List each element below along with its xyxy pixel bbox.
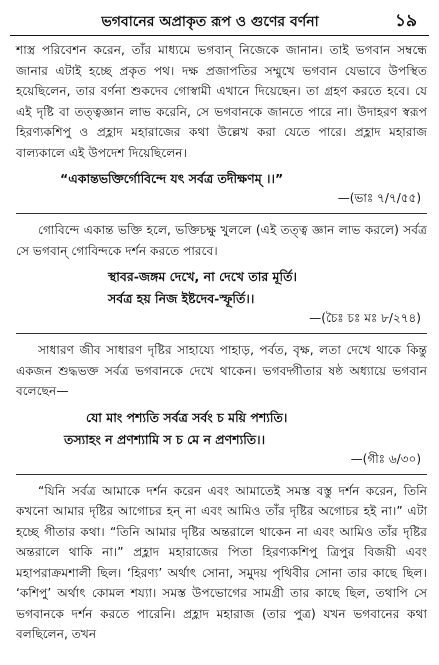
paragraph-3: সাধারণ জীব সাধারণ দৃষ্টির সাহায্যে পাহাড়, পর্বত, বৃক্ষ, লতা দেখে থাকে কিন্তু একজন শুদ্ধভক্ত সর্বত্র ভগবানকে দেখে থাকেন। ভগবদ্গীতার ষষ্ঠ অধ্যায়ে ভগবান বলেছেন—	[16, 343, 427, 398]
page-header-title: ভগবানের অপ্রাকৃত রূপ ও গুণের বর্ণনা	[101, 14, 319, 30]
section-divider-2	[16, 333, 427, 334]
verse-reference-2: —(চৈঃ চঃ মঃ ৮/২৭৪)	[309, 311, 421, 325]
verse-quote-3-line-1: যো মাং পশ্যতি সর্বত্র সর্বং চ ময়ি পশ্যতি।	[86, 409, 288, 425]
page-number: ১৯	[394, 11, 417, 31]
page-body	[16, 40, 427, 651]
paragraph-2: গোবিন্দে একান্ত ভক্তি হলে, ভক্তিচক্ষু খুললে (এই তত্ত্ব জ্ঞান লাভ করলে) সর্বত্র সে ভগবান্ গোবিন্দকে দর্শন করতে পারবে।	[16, 223, 427, 258]
section-divider-1	[16, 213, 427, 214]
verse-reference-1: —(ভাঃ ৭/৭/৫৫)	[337, 191, 421, 205]
verse-quote-2-line-2: সর্বত্র হয় নিজ ইষ্টদেব-স্ফূর্তি।।	[108, 291, 255, 306]
page-header	[0, 8, 439, 32]
paragraph-1: শাস্ত্র পরিবেশন করেন, তাঁর মাধ্যমে ভগবান্ নিজেকে জানান। তাই ভগবান সম্বন্ধে জানার এটাই হচ্ছে প্রকৃত পথ। দক্ষ প্রজাপতির সম্মুখে ভগবান যেভাবে উপস্থিত হয়েছিলেন, তার বর্ণনা শুকদেব গোস্বামী এখানে দিয়েছেন। তা গ্রহণ করতে হবে। যে এই দৃষ্টি বা তত্ত্বজ্ঞান লাভ করেনি, সে ভগবানকে জানতে পারে না। উদাহরণ স্বরূপ হিরণ্যকশিপু ও প্রহ্লাদ মহারাজের কথা উল্লেখ করা যেতে পারে। প্রহ্লাদ মহারাজ বাল্যকালে এই উপদেশ দিয়েছিলেন।	[16, 43, 427, 160]
verse-quote-1: “একান্তভক্তির্গোবিন্দে যৎ সর্বত্র তদীক্ষণম্ ।।”	[60, 171, 284, 186]
paragraph-4: “যিনি সর্বত্র আমাকে দর্শন করেন এবং আমাতেই সমস্ত বস্তু দর্শন করেন, তিনি কখনো আমার দৃষ্টির আগোচর হন্ না এবং আমিও তাঁর দৃষ্টির অগোচর হই না।” এটা হচ্ছে গীতার কথা। “তিনি আমার দৃষ্টির অন্তরালে থাকেন না এবং আমিও তাঁর দৃষ্টির অন্তরালে থাকি না।” প্রহ্লাদ মহারাজের পিতা হিরণ্যকশিপু ত্রিপুর বিজয়ী এবং মহাপরাক্রমশালী ছিল। ‘হিরণ্য’ অর্থাৎ সোনা, সমুদয় পৃথিবীর সোনা তার কাছে ছিল। ‘কশিপু’ অর্থাৎ কোমল শয্যা। সমস্ত উপভোগের সামগ্রী তার কাছে ছিল, তথাপি সে ভগবানকে দর্শন করতে পারেনি। প্রহ্লাদ মহারাজ (তার পুত্র) যখন ভগবানের কথা বলছিলেন, তখন	[16, 483, 427, 641]
section-divider-3	[16, 474, 427, 475]
verse-quote-3-line-2: তস্যাহং ন প্রণশ্যামি স চ মে ন প্রণশ্যতি।।	[64, 431, 266, 447]
verse-quote-2-line-1: স্থাবর-জঙ্গম দেখে, না দেখে তার মূর্তি।	[108, 269, 297, 284]
verse-reference-3: —(গীঃ ৬/৩০)	[350, 451, 421, 466]
header-rule	[10, 35, 429, 36]
